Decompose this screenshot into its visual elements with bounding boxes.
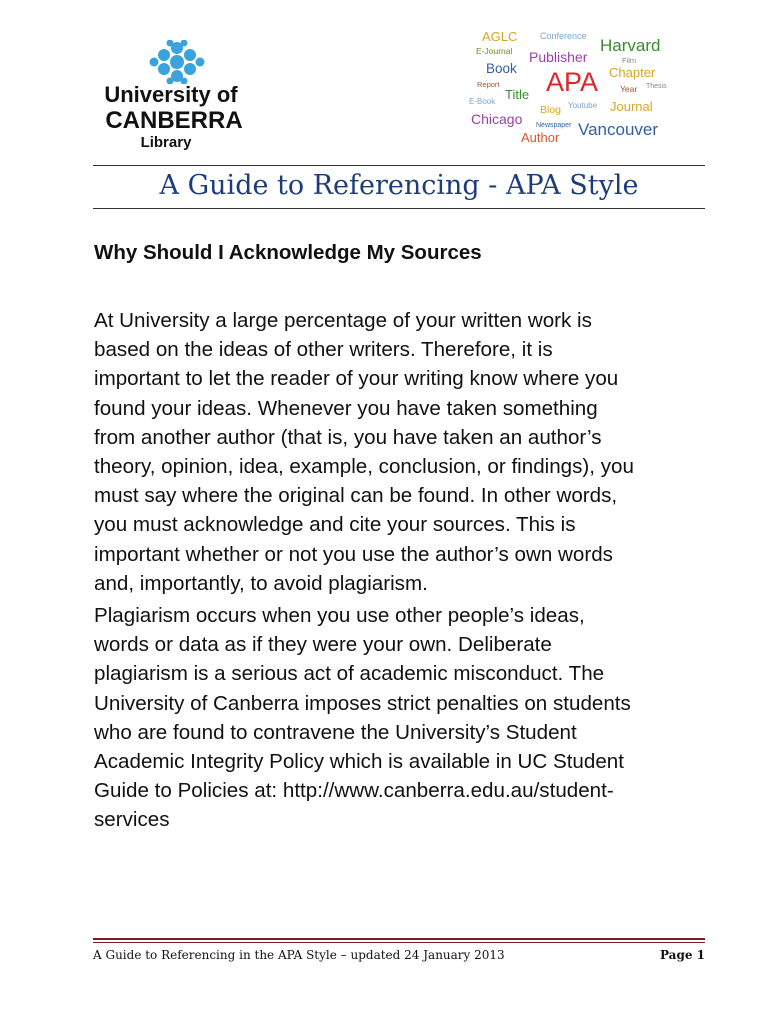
logo-line-canberra: CANBERRA [105, 107, 243, 134]
cloud-word: E-Journal [476, 46, 513, 56]
paragraph-line: and, importantly, to avoid plagiarism. [94, 571, 428, 595]
cloud-word: AGLC [482, 29, 518, 44]
footer-rule-thin [93, 942, 705, 943]
page-number: Page 1 [659, 948, 705, 962]
cloud-word: Report [477, 80, 500, 89]
cloud-word: Blog [540, 104, 562, 116]
cloud-word: Chapter [609, 65, 656, 80]
paragraph-line: services [94, 808, 170, 832]
paragraph-line: who are found to contravene the University’s Student [94, 720, 577, 744]
paragraph-line: plagiarism is a serious act of academic misconduct. The [94, 662, 605, 686]
title-rule-bottom [93, 208, 705, 209]
referencing-word-cloud [466, 26, 696, 151]
cloud-word: Year [620, 84, 638, 94]
paragraph-line: important whether or not you use the author’s own words [94, 542, 613, 566]
paragraph-line: theory, opinion, idea, example, conclusion, or findings), you [94, 455, 634, 479]
cloud-word: Book [486, 61, 517, 76]
cloud-word: APA [546, 67, 599, 97]
paragraph-line: Academic Integrity Policy which is available in UC Student [94, 750, 624, 774]
paragraph-line: Plagiarism occurs when you use other people’s ideas, [94, 604, 585, 627]
paragraph-line: found your ideas. Whenever you have taken something [94, 396, 598, 420]
paragraph-line: Guide to Policies at: http://www.canberra.edu.au/student- [94, 779, 614, 803]
logo-line-library: Library [140, 134, 192, 151]
cloud-word: Film [622, 56, 637, 65]
cloud-word: Chicago [471, 111, 523, 127]
paragraph-2 [94, 601, 724, 835]
cloud-word: Vancouver [578, 120, 659, 139]
page-title: A Guide to Referencing - APA Style [159, 170, 639, 201]
cloud-word: Title [505, 87, 530, 102]
cloud-word: Harvard [600, 36, 661, 55]
paragraph-line: words or data as if they were your own. Deliberate [94, 633, 552, 657]
university-logo [98, 36, 258, 156]
snowflake-icon [148, 40, 206, 84]
paragraph-line: At University a large percentage of your written work is [94, 309, 592, 332]
logo-line-university-of: University of [104, 82, 238, 107]
cloud-word: Conference [540, 31, 587, 41]
footer-rule-thick [93, 938, 705, 940]
paragraph-line: important to let the reader of your writing know where you [94, 367, 619, 391]
cloud-word: Publisher [529, 49, 588, 65]
cloud-word: E-Book [469, 97, 496, 106]
cloud-word: Newspaper [536, 122, 572, 129]
paragraph-line: from another author (that is, you have taken an author’s [94, 425, 602, 449]
paragraph-line: must say where the original can be found. In other words, [94, 484, 618, 508]
cloud-word: Author [521, 130, 560, 145]
paragraph-line: based on the ideas of other writers. Therefore, it is [94, 338, 553, 362]
cloud-word: Youtube [568, 101, 598, 110]
paragraph-line: University of Canberra imposes strict penalties on students [94, 691, 631, 715]
cloud-word: Thesis [646, 83, 667, 90]
footer-document-title: A Guide to Referencing in the APA Style – updated 24 January 2013 [93, 948, 505, 962]
paragraph-1 [94, 306, 724, 598]
cloud-word: Journal [610, 99, 653, 114]
section-heading: Why Should I Acknowledge My Sources [94, 241, 482, 264]
paragraph-line: you must acknowledge and cite your sources. This is [94, 513, 576, 537]
